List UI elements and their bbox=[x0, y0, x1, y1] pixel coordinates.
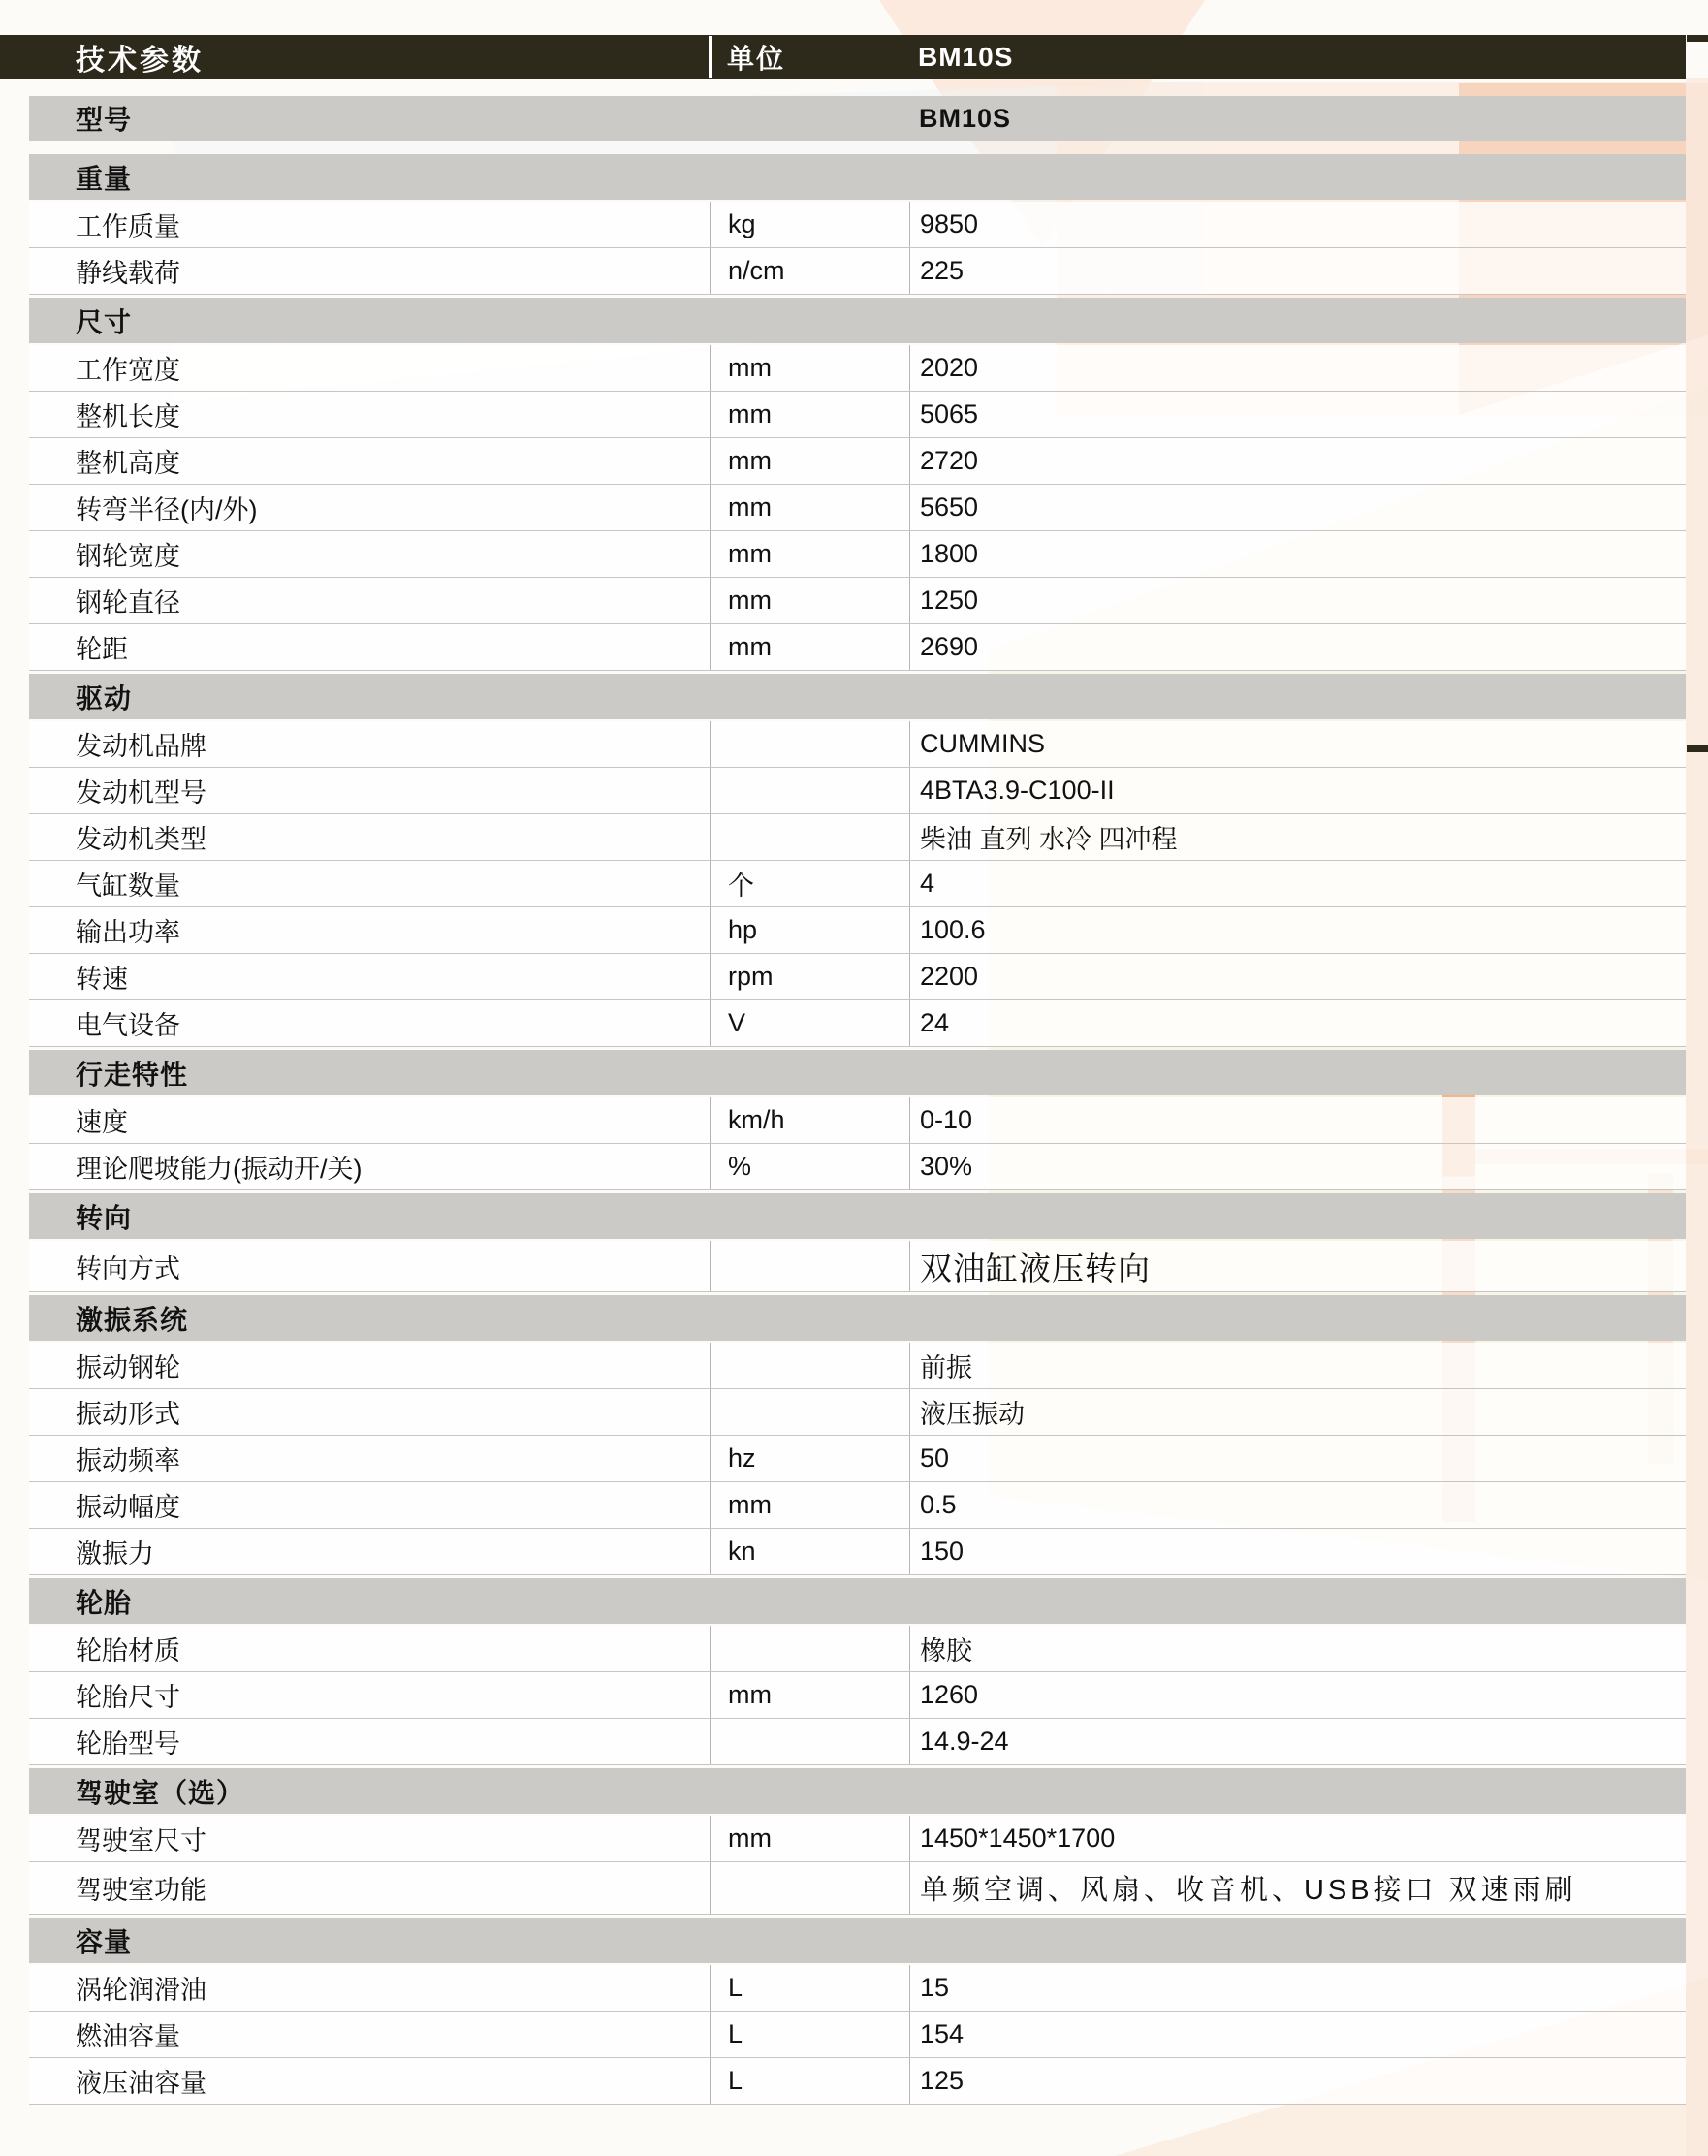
table-row bbox=[29, 814, 1686, 861]
row-value: 1260 bbox=[909, 1672, 1686, 1718]
row-unit: mm bbox=[710, 438, 909, 484]
row-value: 4 bbox=[909, 861, 1686, 906]
row-unit: 个 bbox=[710, 861, 909, 906]
table-row bbox=[29, 485, 1686, 531]
row-unit bbox=[710, 721, 909, 767]
row-value: 9850 bbox=[909, 202, 1686, 247]
table-row bbox=[29, 438, 1686, 485]
row-unit bbox=[710, 1343, 909, 1388]
table-row bbox=[29, 1144, 1686, 1190]
table-row bbox=[29, 202, 1686, 248]
table-row bbox=[29, 907, 1686, 954]
table-row bbox=[29, 954, 1686, 1000]
table-row bbox=[29, 1862, 1686, 1915]
spec-table bbox=[29, 96, 1686, 2105]
row-unit: rpm bbox=[710, 954, 909, 999]
row-unit: L bbox=[710, 2012, 909, 2057]
row-unit: km/h bbox=[710, 1097, 909, 1143]
row-unit: n/cm bbox=[710, 248, 909, 294]
row-unit: V bbox=[710, 1000, 909, 1046]
table-row bbox=[29, 1482, 1686, 1529]
table-row bbox=[29, 1626, 1686, 1672]
row-value: 柴油 直列 水冷 四冲程 bbox=[909, 814, 1686, 860]
row-unit: mm bbox=[710, 392, 909, 437]
row-label: 发动机类型 bbox=[76, 825, 206, 854]
right-edge-mark-top bbox=[1687, 35, 1708, 42]
row-label: 振动形式 bbox=[76, 1400, 180, 1429]
table-row bbox=[29, 1436, 1686, 1482]
section-header: 重量 bbox=[29, 154, 1686, 200]
row-unit: L bbox=[710, 2058, 909, 2104]
row-value: 5650 bbox=[909, 485, 1686, 530]
row-value: 30% bbox=[909, 1144, 1686, 1189]
row-label: 振动频率 bbox=[76, 1446, 180, 1475]
table-row bbox=[29, 578, 1686, 624]
row-label: 转弯半径(内/外) bbox=[76, 495, 258, 524]
row-label: 转向方式 bbox=[76, 1253, 180, 1284]
section-header: 转向 bbox=[29, 1193, 1686, 1239]
row-unit: mm bbox=[710, 1816, 909, 1861]
row-unit: kn bbox=[710, 1529, 909, 1574]
row-value: 5065 bbox=[909, 392, 1686, 437]
row-label: 工作质量 bbox=[76, 212, 180, 241]
model-row-label: 型号 bbox=[76, 105, 133, 135]
bg-right-margin bbox=[1686, 78, 1708, 2156]
row-value: 14.9-24 bbox=[909, 1719, 1686, 1764]
row-label: 轮距 bbox=[76, 635, 128, 664]
row-label: 涡轮润滑油 bbox=[76, 1976, 206, 2005]
row-label: 速度 bbox=[76, 1108, 128, 1137]
row-label: 振动钢轮 bbox=[76, 1353, 180, 1382]
row-label: 钢轮直径 bbox=[76, 588, 180, 618]
table-row bbox=[29, 721, 1686, 768]
row-unit: mm bbox=[710, 1482, 909, 1528]
row-value: 1250 bbox=[909, 578, 1686, 623]
header-model-column-label: BM10S bbox=[918, 41, 1014, 72]
row-value: 双油缸液压转向 bbox=[909, 1241, 1686, 1291]
section-header: 轮胎 bbox=[29, 1578, 1686, 1624]
table-row bbox=[29, 2058, 1686, 2105]
row-label: 激振力 bbox=[76, 1539, 154, 1569]
row-unit: L bbox=[710, 1965, 909, 2011]
row-value: 24 bbox=[909, 1000, 1686, 1046]
row-label: 驾驶室尺寸 bbox=[76, 1826, 206, 1855]
table-row bbox=[29, 861, 1686, 907]
row-unit: mm bbox=[710, 624, 909, 670]
row-unit: kg bbox=[710, 202, 909, 247]
section-header: 激振系统 bbox=[29, 1295, 1686, 1341]
table-row bbox=[29, 392, 1686, 438]
row-value: CUMMINS bbox=[909, 721, 1686, 767]
row-label: 燃油容量 bbox=[76, 2022, 180, 2051]
header-bar bbox=[0, 35, 1686, 79]
row-value: 2690 bbox=[909, 624, 1686, 670]
row-unit bbox=[710, 1862, 909, 1914]
section-header: 驾驶室（选） bbox=[29, 1768, 1686, 1814]
row-label: 整机长度 bbox=[76, 402, 180, 431]
row-value: 液压振动 bbox=[909, 1389, 1686, 1435]
section-header: 行走特性 bbox=[29, 1050, 1686, 1095]
row-label: 理论爬坡能力(振动开/关) bbox=[76, 1155, 363, 1184]
section-header: 容量 bbox=[29, 1918, 1686, 1963]
row-label: 工作宽度 bbox=[76, 356, 180, 385]
row-unit: mm bbox=[710, 345, 909, 391]
section-header: 驱动 bbox=[29, 674, 1686, 719]
row-unit: mm bbox=[710, 578, 909, 623]
row-unit bbox=[710, 1626, 909, 1671]
table-row bbox=[29, 1097, 1686, 1144]
table-row bbox=[29, 1389, 1686, 1436]
row-value: 2720 bbox=[909, 438, 1686, 484]
row-unit: mm bbox=[710, 531, 909, 577]
row-value: 2020 bbox=[909, 345, 1686, 391]
row-unit bbox=[710, 814, 909, 860]
row-label: 发动机型号 bbox=[76, 778, 206, 808]
table-row bbox=[29, 1816, 1686, 1862]
row-label: 驾驶室功能 bbox=[76, 1876, 206, 1905]
header-column-divider bbox=[709, 36, 712, 78]
row-unit bbox=[710, 768, 909, 813]
table-row bbox=[29, 1000, 1686, 1047]
row-value: 225 bbox=[909, 248, 1686, 294]
row-value: 4BTA3.9-C100-II bbox=[909, 768, 1686, 813]
row-label: 电气设备 bbox=[76, 1011, 180, 1040]
row-value: 150 bbox=[909, 1529, 1686, 1574]
table-row bbox=[29, 1965, 1686, 2012]
table-row bbox=[29, 1529, 1686, 1575]
table-row bbox=[29, 531, 1686, 578]
row-label: 整机高度 bbox=[76, 449, 180, 478]
row-value: 0-10 bbox=[909, 1097, 1686, 1143]
row-unit: mm bbox=[710, 485, 909, 530]
table-row bbox=[29, 1719, 1686, 1765]
row-label: 静线载荷 bbox=[76, 259, 180, 288]
row-value: 125 bbox=[909, 2058, 1686, 2104]
table-row bbox=[29, 248, 1686, 295]
row-unit bbox=[710, 1241, 909, 1291]
table-row bbox=[29, 1672, 1686, 1719]
model-row bbox=[29, 96, 1686, 141]
table-row bbox=[29, 768, 1686, 814]
row-label: 振动幅度 bbox=[76, 1493, 180, 1522]
page-title: 技术参数 bbox=[76, 44, 204, 77]
row-value: 1450*1450*1700 bbox=[909, 1816, 1686, 1861]
row-value: 2200 bbox=[909, 954, 1686, 999]
row-value: 15 bbox=[909, 1965, 1686, 2011]
row-value: 1800 bbox=[909, 531, 1686, 577]
table-row bbox=[29, 345, 1686, 392]
table-row bbox=[29, 624, 1686, 671]
row-unit: mm bbox=[710, 1672, 909, 1718]
row-value: 单频空调、风扇、收音机、USB接口 双速雨刷 bbox=[909, 1862, 1686, 1914]
row-unit bbox=[710, 1389, 909, 1435]
row-label: 轮胎材质 bbox=[76, 1636, 180, 1665]
row-unit bbox=[710, 1719, 909, 1764]
row-label: 输出功率 bbox=[76, 918, 180, 947]
header-unit-column-label: 单位 bbox=[727, 43, 786, 74]
model-row-value: BM10S bbox=[919, 103, 1012, 133]
row-label: 轮胎型号 bbox=[76, 1729, 180, 1759]
row-label: 气缸数量 bbox=[76, 872, 180, 901]
row-value: 前振 bbox=[909, 1343, 1686, 1388]
row-value: 0.5 bbox=[909, 1482, 1686, 1528]
row-value: 154 bbox=[909, 2012, 1686, 2057]
row-label: 发动机品牌 bbox=[76, 732, 206, 761]
row-label: 钢轮宽度 bbox=[76, 542, 180, 571]
row-value: 50 bbox=[909, 1436, 1686, 1481]
row-unit: hp bbox=[710, 907, 909, 953]
row-label: 转速 bbox=[76, 965, 128, 994]
row-value: 100.6 bbox=[909, 907, 1686, 953]
table-row bbox=[29, 1343, 1686, 1389]
right-edge-mark-middle bbox=[1687, 745, 1708, 752]
table-row bbox=[29, 2012, 1686, 2058]
row-unit: hz bbox=[710, 1436, 909, 1481]
row-unit: % bbox=[710, 1144, 909, 1189]
table-row bbox=[29, 1241, 1686, 1292]
section-header: 尺寸 bbox=[29, 298, 1686, 343]
row-value: 橡胶 bbox=[909, 1626, 1686, 1671]
row-label: 液压油容量 bbox=[76, 2069, 206, 2098]
row-label: 轮胎尺寸 bbox=[76, 1683, 180, 1712]
